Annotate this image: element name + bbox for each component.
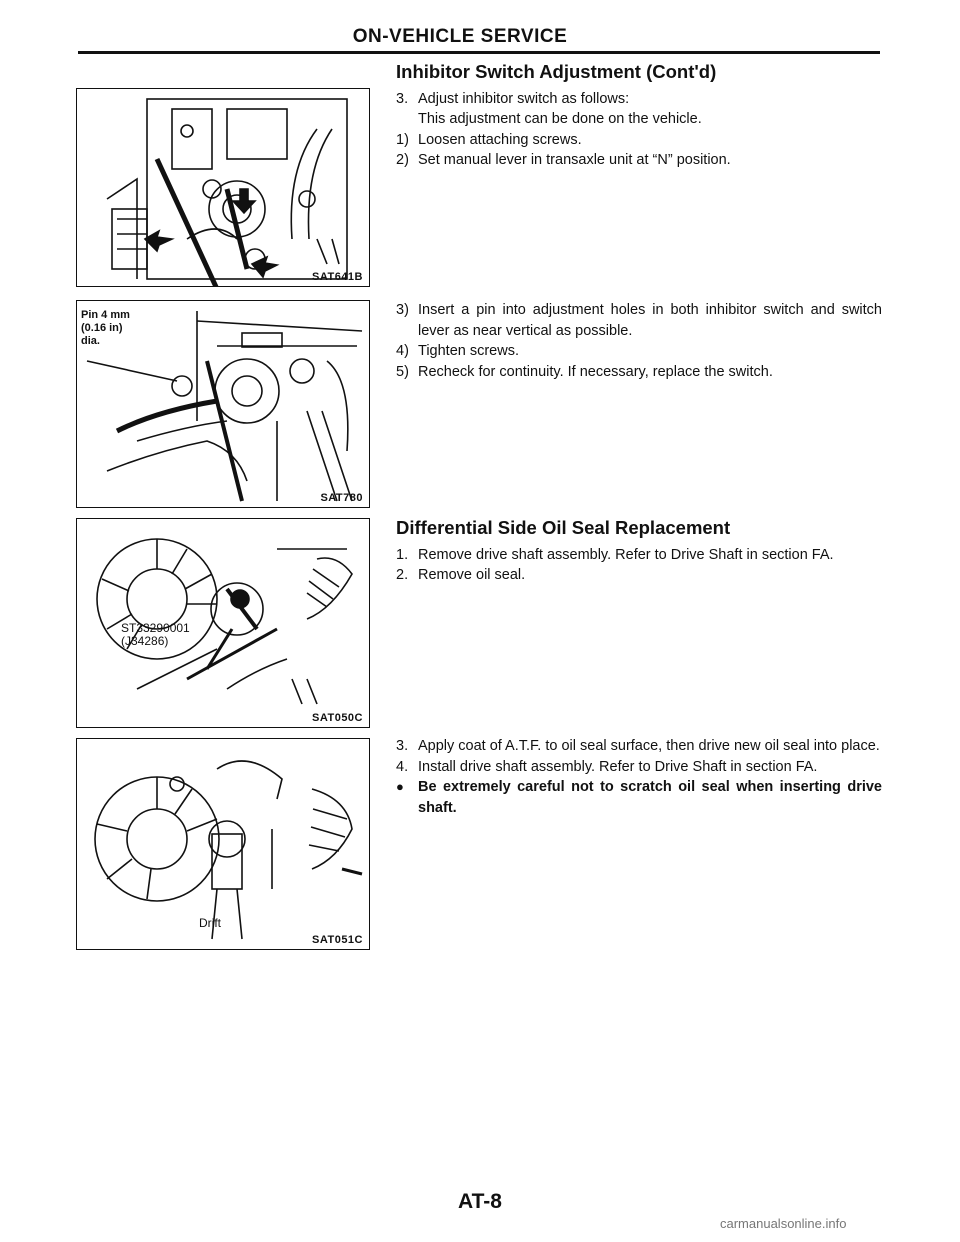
bullet-icon: ●	[396, 779, 404, 794]
list-item: 3) Insert a pin into adjustment holes in both inhibitor switch and switch lever as near vertical as possible.	[396, 302, 882, 339]
figure-code: SAT051C	[312, 934, 363, 946]
page-number: AT-8	[458, 1190, 502, 1213]
callout-pin: Pin 4 mm (0.16 in) dia.	[81, 309, 130, 347]
figure-code: SAT641B	[312, 271, 363, 283]
section-oil-seal-steps	[396, 736, 882, 818]
list-item: 1. Remove drive shaft assembly. Refer to Drive Shaft in section FA.	[396, 546, 834, 563]
figure-oil-seal-removal	[76, 518, 370, 728]
list-note: This adjustment can be done on the vehicle.	[418, 111, 702, 127]
callout-tool: ST33290001 (J34286)	[121, 621, 190, 648]
section-inhibitor-switch	[396, 62, 882, 171]
list-item: 4) Tighten screws.	[396, 343, 519, 359]
section-title: Differential Side Oil Seal Replacement	[396, 517, 731, 538]
caution-item: ● Be extremely careful not to scratch oil seal when inserting drive shaft.	[396, 777, 882, 818]
list-item: 3. Apply coat of A.T.F. to oil seal surface, then drive new oil seal into place.	[396, 738, 880, 754]
figure-code: SAT780	[320, 492, 363, 504]
section-oil-seal	[396, 518, 882, 586]
section-title: Inhibitor Switch Adjustment (Cont'd)	[396, 61, 717, 82]
list-item: 1) Loosen attaching screws.	[396, 131, 582, 148]
figure-pin-adjustment	[76, 300, 370, 508]
watermark: carmanualsonline.info	[720, 1216, 847, 1231]
section-inhibitor-switch-steps	[396, 300, 882, 382]
callout-drift: Drift	[199, 916, 221, 930]
list-item: 3. Adjust inhibitor switch as follows:	[396, 90, 630, 107]
illustration-inhibitor-switch	[77, 89, 370, 287]
list-item: 5) Recheck for continuity. If necessary, replace the switch.	[396, 363, 773, 380]
figure-oil-seal-install	[76, 738, 370, 950]
header-rule	[78, 51, 880, 54]
figure-code: SAT050C	[312, 712, 363, 724]
illustration-oil-seal-install	[77, 739, 370, 950]
page-header: ON-VEHICLE SERVICE	[352, 26, 568, 47]
list-item: 2) Set manual lever in transaxle unit at “N” position.	[396, 152, 731, 168]
figure-inhibitor-switch	[76, 88, 370, 287]
list-item: 2. Remove oil seal.	[396, 567, 526, 583]
list-item: 4. Install drive shaft assembly. Refer to Drive Shaft in section FA.	[396, 758, 818, 775]
